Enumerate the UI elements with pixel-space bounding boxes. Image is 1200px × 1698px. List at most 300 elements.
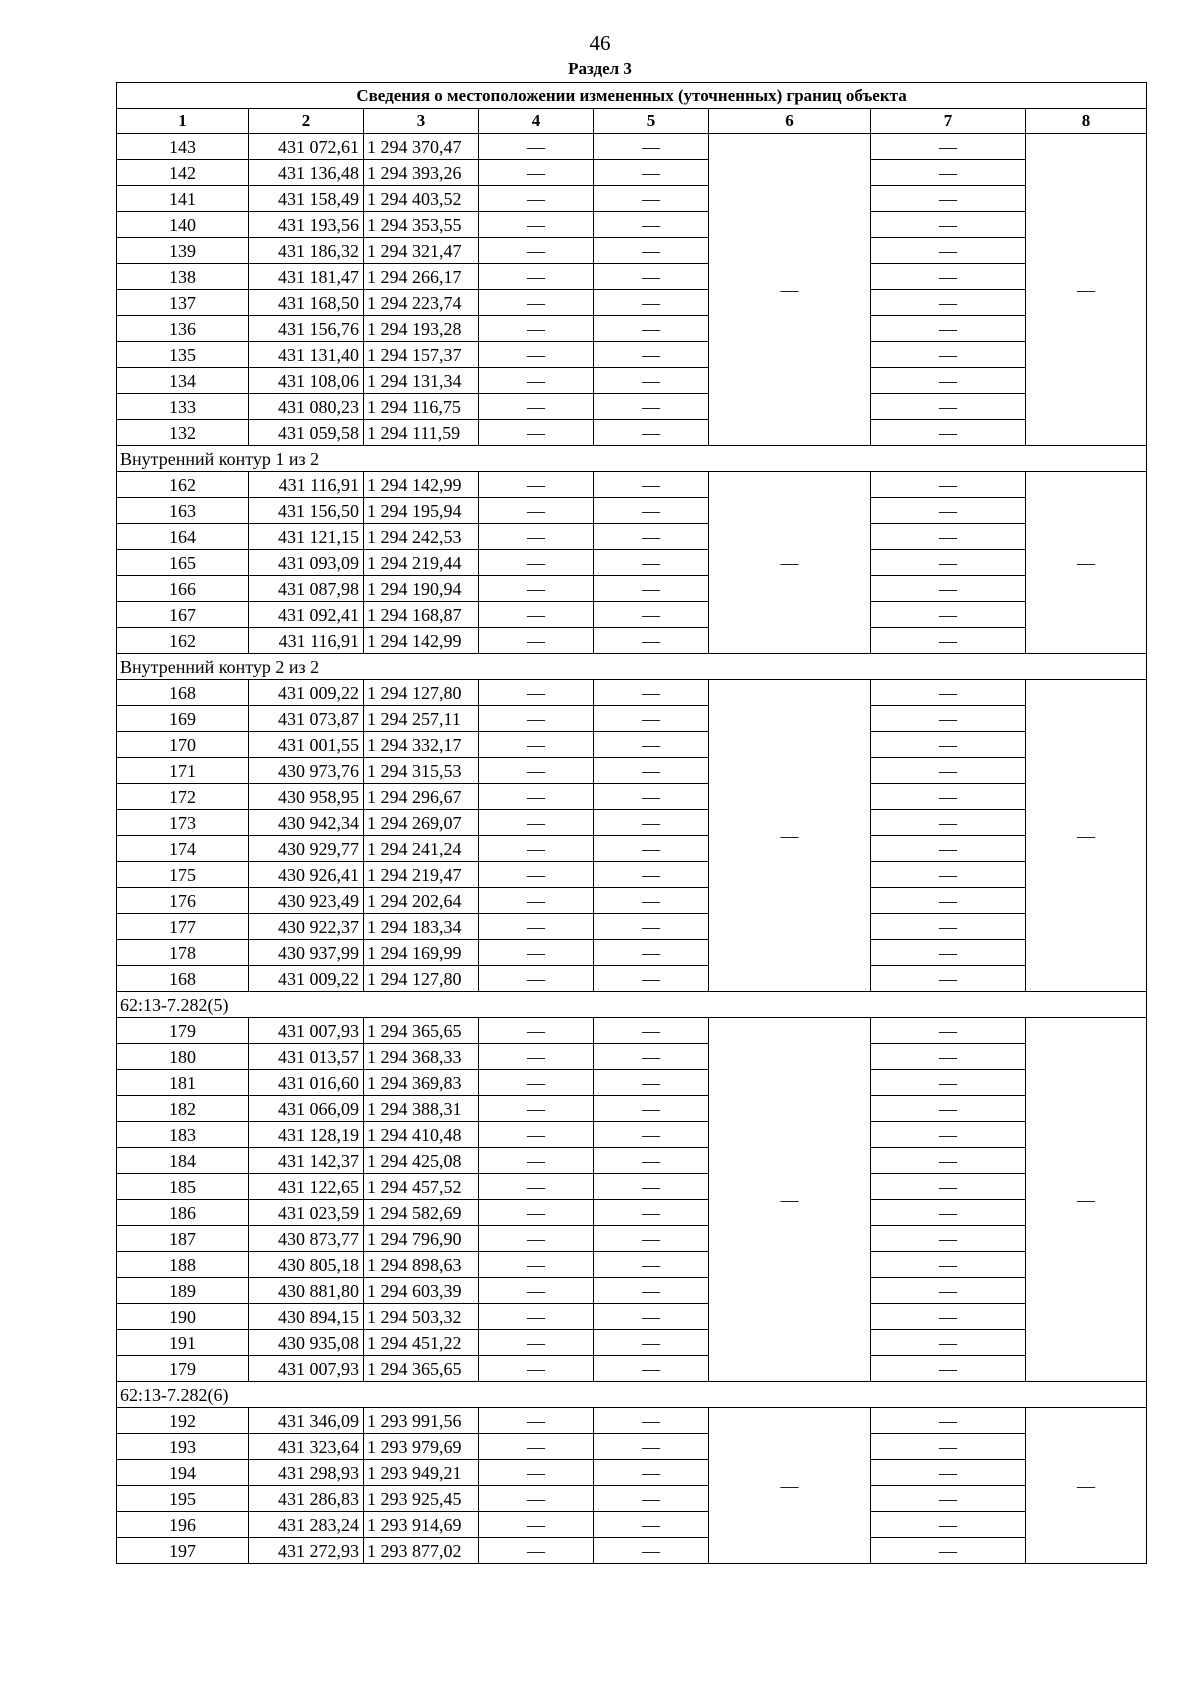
coordinate-y: 1 294 503,32 <box>364 1304 479 1330</box>
col7-dash: — <box>871 602 1026 628</box>
col5-dash: — <box>594 1200 709 1226</box>
col5-dash: — <box>594 472 709 498</box>
col7-dash: — <box>871 1538 1026 1564</box>
point-number: 165 <box>117 550 249 576</box>
col7-dash: — <box>871 1096 1026 1122</box>
col4-dash: — <box>479 472 594 498</box>
point-number: 142 <box>117 160 249 186</box>
point-number: 134 <box>117 368 249 394</box>
coordinate-x: 430 922,37 <box>249 914 364 940</box>
col7-dash: — <box>871 1174 1026 1200</box>
coordinate-x: 431 092,41 <box>249 602 364 628</box>
col4-dash: — <box>479 1226 594 1252</box>
coordinate-x: 430 935,08 <box>249 1330 364 1356</box>
col7-dash: — <box>871 1278 1026 1304</box>
table-row <box>117 290 1147 316</box>
col5-dash: — <box>594 1512 709 1538</box>
point-number: 183 <box>117 1122 249 1148</box>
col4-dash: — <box>479 264 594 290</box>
point-number: 166 <box>117 576 249 602</box>
table-row <box>117 238 1147 264</box>
table-row <box>117 1330 1147 1356</box>
coordinate-x: 431 128,19 <box>249 1122 364 1148</box>
point-number: 196 <box>117 1512 249 1538</box>
coordinate-y: 1 294 393,26 <box>364 160 479 186</box>
coordinate-y: 1 294 425,08 <box>364 1148 479 1174</box>
point-number: 195 <box>117 1486 249 1512</box>
col4-dash: — <box>479 1174 594 1200</box>
col5-dash: — <box>594 1356 709 1382</box>
col4-dash: — <box>479 576 594 602</box>
contour-label: 62:13-7.282(6) <box>117 1382 1147 1408</box>
coordinate-x: 431 158,49 <box>249 186 364 212</box>
coordinate-y: 1 294 111,59 <box>364 420 479 446</box>
coordinate-y: 1 294 410,48 <box>364 1122 479 1148</box>
col5-dash: — <box>594 576 709 602</box>
col5-dash: — <box>594 290 709 316</box>
col5-dash: — <box>594 1252 709 1278</box>
col4-dash: — <box>479 888 594 914</box>
col7-dash: — <box>871 784 1026 810</box>
col7-dash: — <box>871 186 1026 212</box>
col4-dash: — <box>479 212 594 238</box>
coordinate-x: 431 186,32 <box>249 238 364 264</box>
coordinate-y: 1 294 582,69 <box>364 1200 479 1226</box>
table-body <box>117 134 1147 1564</box>
coordinate-y: 1 293 991,56 <box>364 1408 479 1434</box>
table-row <box>117 810 1147 836</box>
table-row <box>117 602 1147 628</box>
col5-dash: — <box>594 212 709 238</box>
col5-dash: — <box>594 1304 709 1330</box>
col4-dash: — <box>479 186 594 212</box>
col6-dash: — <box>709 1408 871 1564</box>
table-row <box>117 550 1147 576</box>
table-row <box>117 1226 1147 1252</box>
coordinate-x: 431 283,24 <box>249 1512 364 1538</box>
point-number: 133 <box>117 394 249 420</box>
col5-dash: — <box>594 420 709 446</box>
coordinate-y: 1 294 388,31 <box>364 1096 479 1122</box>
coordinate-y: 1 294 368,33 <box>364 1044 479 1070</box>
column-number: 1 <box>117 109 249 134</box>
col7-dash: — <box>871 888 1026 914</box>
point-number: 162 <box>117 628 249 654</box>
coordinate-y: 1 294 266,17 <box>364 264 479 290</box>
table-row <box>117 1044 1147 1070</box>
col7-dash: — <box>871 1512 1026 1538</box>
col4-dash: — <box>479 1278 594 1304</box>
coordinate-y: 1 294 321,47 <box>364 238 479 264</box>
col4-dash: — <box>479 940 594 966</box>
coordinate-y: 1 294 369,83 <box>364 1070 479 1096</box>
table-row <box>117 1304 1147 1330</box>
coordinate-y: 1 294 296,67 <box>364 784 479 810</box>
col7-dash: — <box>871 1434 1026 1460</box>
col4-dash: — <box>479 1200 594 1226</box>
coordinate-x: 431 066,09 <box>249 1096 364 1122</box>
coordinate-x: 430 881,80 <box>249 1278 364 1304</box>
col4-dash: — <box>479 784 594 810</box>
col7-dash: — <box>871 1148 1026 1174</box>
col5-dash: — <box>594 524 709 550</box>
table-row <box>117 940 1147 966</box>
table-row <box>117 342 1147 368</box>
point-number: 140 <box>117 212 249 238</box>
contour-label: 62:13-7.282(5) <box>117 992 1147 1018</box>
coordinate-y: 1 294 157,37 <box>364 342 479 368</box>
col7-dash: — <box>871 914 1026 940</box>
col4-dash: — <box>479 1096 594 1122</box>
col5-dash: — <box>594 498 709 524</box>
table-row <box>117 680 1147 706</box>
col4-dash: — <box>479 394 594 420</box>
col5-dash: — <box>594 862 709 888</box>
table-row <box>117 836 1147 862</box>
col4-dash: — <box>479 160 594 186</box>
point-number: 191 <box>117 1330 249 1356</box>
column-number: 5 <box>594 109 709 134</box>
col5-dash: — <box>594 238 709 264</box>
col5-dash: — <box>594 1278 709 1304</box>
col7-dash: — <box>871 498 1026 524</box>
page-number: 46 <box>589 31 611 55</box>
col4-dash: — <box>479 420 594 446</box>
col5-dash: — <box>594 940 709 966</box>
point-number: 138 <box>117 264 249 290</box>
col4-dash: — <box>479 1122 594 1148</box>
coordinate-y: 1 294 603,39 <box>364 1278 479 1304</box>
col4-dash: — <box>479 498 594 524</box>
col4-dash: — <box>479 732 594 758</box>
table-row <box>117 1486 1147 1512</box>
col4-dash: — <box>479 1070 594 1096</box>
point-number: 190 <box>117 1304 249 1330</box>
coordinate-x: 431 007,93 <box>249 1018 364 1044</box>
column-number: 2 <box>249 109 364 134</box>
table-row <box>117 1174 1147 1200</box>
table-row <box>117 1408 1147 1434</box>
coordinate-x: 431 272,93 <box>249 1538 364 1564</box>
point-number: 170 <box>117 732 249 758</box>
col4-dash: — <box>479 290 594 316</box>
point-number: 180 <box>117 1044 249 1070</box>
coordinate-x: 431 016,60 <box>249 1070 364 1096</box>
col8-dash: — <box>1026 680 1147 992</box>
col5-dash: — <box>594 1330 709 1356</box>
table-row <box>117 524 1147 550</box>
point-number: 179 <box>117 1356 249 1382</box>
point-number: 171 <box>117 758 249 784</box>
point-number: 192 <box>117 1408 249 1434</box>
col4-dash: — <box>479 1044 594 1070</box>
table-row <box>117 316 1147 342</box>
col7-dash: — <box>871 134 1026 160</box>
coordinate-x: 430 805,18 <box>249 1252 364 1278</box>
col4-dash: — <box>479 706 594 732</box>
table-row <box>117 264 1147 290</box>
col5-dash: — <box>594 784 709 810</box>
coordinate-x: 431 009,22 <box>249 966 364 992</box>
point-number: 168 <box>117 966 249 992</box>
col7-dash: — <box>871 706 1026 732</box>
col4-dash: — <box>479 1538 594 1564</box>
col4-dash: — <box>479 862 594 888</box>
col5-dash: — <box>594 758 709 784</box>
col5-dash: — <box>594 706 709 732</box>
point-number: 189 <box>117 1278 249 1304</box>
coordinate-x: 431 286,83 <box>249 1486 364 1512</box>
point-number: 136 <box>117 316 249 342</box>
point-number: 187 <box>117 1226 249 1252</box>
coordinate-x: 431 136,48 <box>249 160 364 186</box>
col5-dash: — <box>594 836 709 862</box>
col7-dash: — <box>871 420 1026 446</box>
col7-dash: — <box>871 316 1026 342</box>
col5-dash: — <box>594 264 709 290</box>
col4-dash: — <box>479 810 594 836</box>
col7-dash: — <box>871 472 1026 498</box>
col7-dash: — <box>871 836 1026 862</box>
col7-dash: — <box>871 342 1026 368</box>
point-number: 193 <box>117 1434 249 1460</box>
table-row <box>117 784 1147 810</box>
coordinate-y: 1 294 451,22 <box>364 1330 479 1356</box>
coordinate-x: 431 087,98 <box>249 576 364 602</box>
point-number: 188 <box>117 1252 249 1278</box>
col5-dash: — <box>594 316 709 342</box>
col5-dash: — <box>594 1174 709 1200</box>
coordinate-x: 431 156,76 <box>249 316 364 342</box>
col7-dash: — <box>871 1330 1026 1356</box>
col4-dash: — <box>479 550 594 576</box>
section-title: Раздел 3 <box>568 59 632 78</box>
col7-dash: — <box>871 1200 1026 1226</box>
table-row <box>117 706 1147 732</box>
point-number: 173 <box>117 810 249 836</box>
coordinate-x: 431 116,91 <box>249 472 364 498</box>
coordinate-x: 431 181,47 <box>249 264 364 290</box>
point-number: 177 <box>117 914 249 940</box>
col5-dash: — <box>594 888 709 914</box>
column-number: 6 <box>709 109 871 134</box>
contour-label-row <box>117 1382 1147 1408</box>
table-row <box>117 628 1147 654</box>
table-row <box>117 1200 1147 1226</box>
coordinate-x: 431 116,91 <box>249 628 364 654</box>
point-number: 172 <box>117 784 249 810</box>
coordinate-y: 1 294 131,34 <box>364 368 479 394</box>
col7-dash: — <box>871 758 1026 784</box>
coordinate-y: 1 293 949,21 <box>364 1460 479 1486</box>
col5-dash: — <box>594 1538 709 1564</box>
table-row <box>117 160 1147 186</box>
col7-dash: — <box>871 1408 1026 1434</box>
col7-dash: — <box>871 212 1026 238</box>
col4-dash: — <box>479 1252 594 1278</box>
point-number: 185 <box>117 1174 249 1200</box>
point-number: 164 <box>117 524 249 550</box>
col5-dash: — <box>594 1018 709 1044</box>
contour-label: Внутренний контур 1 из 2 <box>117 446 1147 472</box>
point-number: 135 <box>117 342 249 368</box>
col4-dash: — <box>479 628 594 654</box>
table-row <box>117 1148 1147 1174</box>
coordinate-y: 1 294 223,74 <box>364 290 479 316</box>
point-number: 139 <box>117 238 249 264</box>
point-number: 184 <box>117 1148 249 1174</box>
col5-dash: — <box>594 186 709 212</box>
col7-dash: — <box>871 628 1026 654</box>
coordinate-y: 1 294 193,28 <box>364 316 479 342</box>
point-number: 141 <box>117 186 249 212</box>
col4-dash: — <box>479 1408 594 1434</box>
coordinate-x: 431 156,50 <box>249 498 364 524</box>
point-number: 179 <box>117 1018 249 1044</box>
col4-dash: — <box>479 1434 594 1460</box>
coordinate-y: 1 294 169,99 <box>364 940 479 966</box>
col4-dash: — <box>479 1486 594 1512</box>
contour-label: Внутренний контур 2 из 2 <box>117 654 1147 680</box>
coordinate-y: 1 294 190,94 <box>364 576 479 602</box>
col5-dash: — <box>594 628 709 654</box>
coordinate-y: 1 294 457,52 <box>364 1174 479 1200</box>
coordinate-x: 430 926,41 <box>249 862 364 888</box>
table-row <box>117 862 1147 888</box>
coordinate-x: 431 080,23 <box>249 394 364 420</box>
point-number: 167 <box>117 602 249 628</box>
table-row <box>117 732 1147 758</box>
coordinate-x: 431 168,50 <box>249 290 364 316</box>
col7-dash: — <box>871 394 1026 420</box>
point-number: 175 <box>117 862 249 888</box>
coordinate-x: 431 121,15 <box>249 524 364 550</box>
col7-dash: — <box>871 1486 1026 1512</box>
table-row <box>117 394 1147 420</box>
coordinate-y: 1 294 116,75 <box>364 394 479 420</box>
contour-label-row <box>117 446 1147 472</box>
col7-dash: — <box>871 732 1026 758</box>
coordinate-x: 430 958,95 <box>249 784 364 810</box>
column-number: 4 <box>479 109 594 134</box>
coordinate-x: 431 023,59 <box>249 1200 364 1226</box>
col7-dash: — <box>871 1356 1026 1382</box>
contour-label-row <box>117 654 1147 680</box>
coordinate-y: 1 294 370,47 <box>364 134 479 160</box>
coordinate-x: 431 093,09 <box>249 550 364 576</box>
coordinate-y: 1 294 796,90 <box>364 1226 479 1252</box>
coordinate-y: 1 293 979,69 <box>364 1434 479 1460</box>
col5-dash: — <box>594 134 709 160</box>
col7-dash: — <box>871 290 1026 316</box>
point-number: 143 <box>117 134 249 160</box>
col8-dash: — <box>1026 134 1147 446</box>
table-row <box>117 1356 1147 1382</box>
table-row <box>117 134 1147 160</box>
table-row <box>117 576 1147 602</box>
col4-dash: — <box>479 1512 594 1538</box>
coordinate-x: 430 937,99 <box>249 940 364 966</box>
coordinate-y: 1 294 168,87 <box>364 602 479 628</box>
col5-dash: — <box>594 342 709 368</box>
coordinate-y: 1 294 142,99 <box>364 472 479 498</box>
coordinate-y: 1 294 269,07 <box>364 810 479 836</box>
coordinate-x: 431 193,56 <box>249 212 364 238</box>
coordinate-y: 1 294 365,65 <box>364 1018 479 1044</box>
coordinate-y: 1 294 127,80 <box>364 680 479 706</box>
table-row <box>117 1460 1147 1486</box>
coordinate-x: 431 009,22 <box>249 680 364 706</box>
col8-dash: — <box>1026 472 1147 654</box>
point-number: 176 <box>117 888 249 914</box>
col5-dash: — <box>594 368 709 394</box>
col4-dash: — <box>479 524 594 550</box>
coordinate-x: 431 001,55 <box>249 732 364 758</box>
col8-dash: — <box>1026 1018 1147 1382</box>
col7-dash: — <box>871 264 1026 290</box>
coordinate-y: 1 294 195,94 <box>364 498 479 524</box>
coordinate-y: 1 294 332,17 <box>364 732 479 758</box>
col5-dash: — <box>594 1044 709 1070</box>
coordinate-x: 430 873,77 <box>249 1226 364 1252</box>
col7-dash: — <box>871 1226 1026 1252</box>
col5-dash: — <box>594 966 709 992</box>
coordinate-y: 1 294 183,34 <box>364 914 479 940</box>
col6-dash: — <box>709 134 871 446</box>
coordinate-y: 1 294 257,11 <box>364 706 479 732</box>
point-number: 186 <box>117 1200 249 1226</box>
col5-dash: — <box>594 602 709 628</box>
col7-dash: — <box>871 966 1026 992</box>
col5-dash: — <box>594 1226 709 1252</box>
point-number: 174 <box>117 836 249 862</box>
col7-dash: — <box>871 1460 1026 1486</box>
col4-dash: — <box>479 238 594 264</box>
coordinate-y: 1 294 241,24 <box>364 836 479 862</box>
point-number: 137 <box>117 290 249 316</box>
table-row <box>117 212 1147 238</box>
coordinate-y: 1 293 925,45 <box>364 1486 479 1512</box>
point-number: 163 <box>117 498 249 524</box>
col7-dash: — <box>871 862 1026 888</box>
col5-dash: — <box>594 810 709 836</box>
col7-dash: — <box>871 1044 1026 1070</box>
col7-dash: — <box>871 550 1026 576</box>
col4-dash: — <box>479 1356 594 1382</box>
col7-dash: — <box>871 1122 1026 1148</box>
coordinate-x: 430 894,15 <box>249 1304 364 1330</box>
table-row <box>117 1538 1147 1564</box>
table-row <box>117 1512 1147 1538</box>
col4-dash: — <box>479 368 594 394</box>
coordinate-y: 1 294 403,52 <box>364 186 479 212</box>
coordinate-y: 1 294 219,47 <box>364 862 479 888</box>
column-number: 3 <box>364 109 479 134</box>
coordinate-x: 431 122,65 <box>249 1174 364 1200</box>
table-row <box>117 1434 1147 1460</box>
table-row <box>117 186 1147 212</box>
col4-dash: — <box>479 316 594 342</box>
coordinate-y: 1 294 202,64 <box>364 888 479 914</box>
table-row <box>117 914 1147 940</box>
table-row <box>117 888 1147 914</box>
table-row <box>117 966 1147 992</box>
coordinate-x: 431 059,58 <box>249 420 364 446</box>
coordinate-y: 1 294 898,63 <box>364 1252 479 1278</box>
coordinate-y: 1 293 914,69 <box>364 1512 479 1538</box>
coordinate-x: 430 973,76 <box>249 758 364 784</box>
col6-dash: — <box>709 1018 871 1382</box>
